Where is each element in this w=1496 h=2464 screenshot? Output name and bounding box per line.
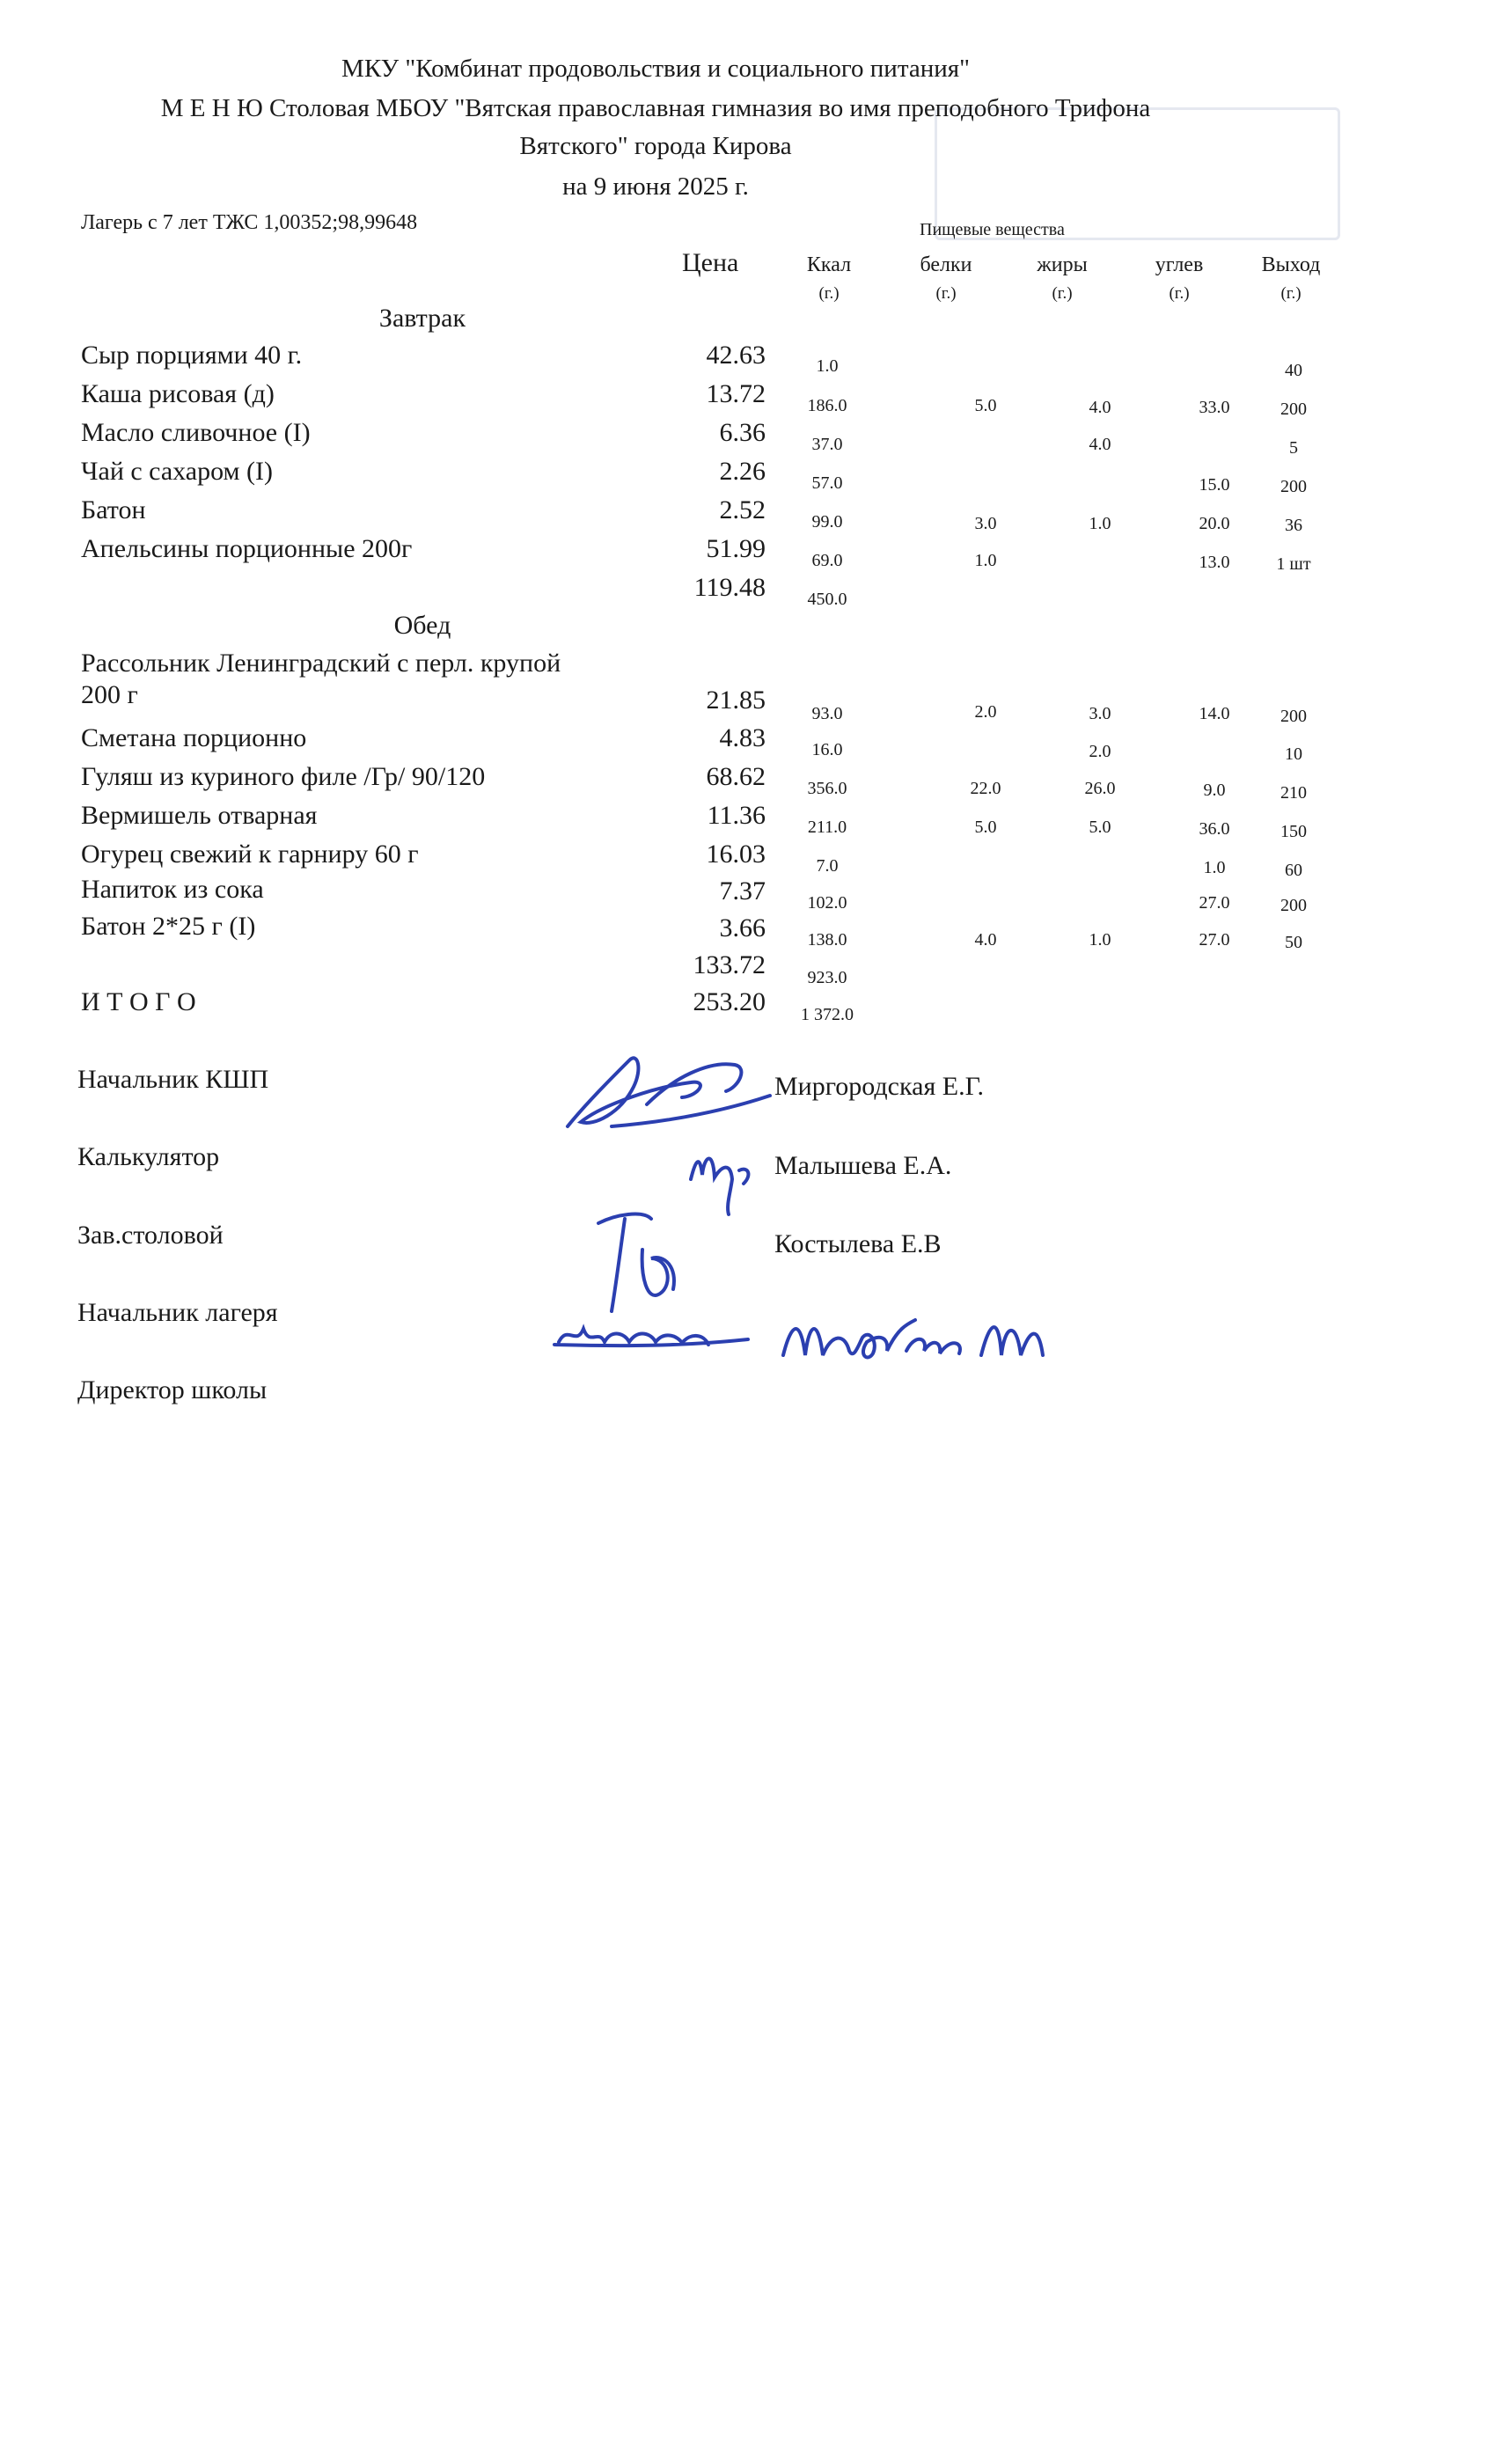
breakfast-total-kcal: 450.0: [807, 590, 847, 609]
item-fat: 1.0: [1089, 930, 1111, 950]
col-yield: Выход: [1261, 253, 1321, 276]
item-name: Вермишель отварная: [81, 801, 318, 830]
item-name: Каша рисовая (д): [81, 379, 275, 408]
item-protein: 3.0: [974, 514, 997, 533]
signature-name-calculator: Малышева Е.А.: [774, 1151, 952, 1180]
signature-role-camp-head: Начальник лагеря: [77, 1298, 278, 1327]
signature-role-school-director: Директор школы: [77, 1375, 268, 1404]
item-name: Сметана порционно: [81, 723, 307, 752]
item-yield: 60: [1285, 861, 1302, 880]
item-name: Батон 2*25 г (I): [81, 912, 256, 941]
signature-scribble-kshp: [559, 1043, 788, 1140]
signature-role-head-kshp: Начальник КШП: [77, 1065, 269, 1094]
item-kcal: 16.0: [811, 740, 843, 759]
item-carbs: 33.0: [1199, 398, 1230, 417]
item-fat: 4.0: [1089, 435, 1111, 454]
item-name: Сыр порциями 40 г.: [81, 341, 303, 370]
menu-title-line1: М Е Н Ю Столовая МБОУ "Вятская православная гимназия во имя преподобного Трифона: [160, 94, 1151, 122]
breakfast-total-price: 119.48: [693, 573, 766, 602]
item-kcal: 7.0: [816, 856, 839, 876]
item-carbs: 14.0: [1199, 704, 1230, 723]
item-fat: 3.0: [1089, 704, 1111, 723]
grand-total-price: 253.20: [693, 987, 766, 1016]
item-protein: 22.0: [970, 779, 1001, 798]
item-kcal: 138.0: [807, 930, 847, 950]
lunch-title: Обед: [393, 611, 451, 640]
item-price: 4.83: [719, 723, 766, 752]
item-carbs: 1.0: [1203, 858, 1226, 877]
item-name-line2: 200 г: [81, 680, 138, 709]
organization-title: МКУ "Комбинат продовольствия и социального питания": [341, 55, 970, 83]
col-carbs: углев: [1155, 253, 1204, 276]
item-yield: 200: [1280, 400, 1307, 419]
item-yield: 36: [1285, 516, 1302, 535]
item-yield: 210: [1280, 783, 1307, 803]
item-name: Огурец свежий к гарниру 60 г: [81, 840, 419, 869]
grand-total-kcal: 1 372.0: [801, 1005, 854, 1024]
item-price: 16.03: [706, 840, 766, 869]
item-kcal: 93.0: [811, 704, 843, 723]
item-kcal: 69.0: [811, 551, 843, 570]
item-fat: 1.0: [1089, 514, 1111, 533]
item-carbs: 36.0: [1199, 819, 1230, 839]
item-price: 21.85: [706, 686, 766, 715]
item-price: 13.72: [706, 379, 766, 408]
item-protein: 1.0: [974, 551, 997, 570]
item-protein: 2.0: [974, 702, 997, 722]
item-price: 2.52: [719, 495, 766, 524]
item-carbs: 27.0: [1199, 930, 1230, 950]
item-yield: 200: [1280, 477, 1307, 496]
item-name: Батон: [81, 495, 146, 524]
item-fat: 2.0: [1089, 742, 1111, 761]
signature-role-calculator: Калькулятор: [77, 1142, 220, 1171]
item-yield: 50: [1285, 933, 1302, 952]
item-price: 51.99: [706, 534, 766, 563]
item-fat: 4.0: [1089, 398, 1111, 417]
item-kcal: 356.0: [807, 779, 847, 798]
item-price: 68.62: [706, 762, 766, 791]
item-name: Чай с сахаром (I): [81, 457, 273, 486]
col-protein: белки: [920, 253, 972, 276]
signature-name-canteen-head: Костылева Е.В: [774, 1229, 942, 1258]
breakfast-title: Завтрак: [378, 304, 466, 333]
item-name: Масло сливочное (I): [81, 418, 311, 447]
item-kcal: 211.0: [807, 818, 847, 837]
lunch-total-kcal: 923.0: [807, 968, 847, 987]
col-fat-unit: (г.): [1052, 284, 1073, 303]
item-kcal: 102.0: [807, 893, 847, 913]
signature-role-canteen-head: Зав.столовой: [77, 1221, 224, 1250]
item-carbs: 13.0: [1199, 553, 1230, 572]
item-yield: 40: [1285, 361, 1302, 380]
item-yield: 10: [1285, 744, 1302, 764]
item-kcal: 99.0: [811, 512, 843, 532]
col-protein-unit: (г.): [935, 284, 957, 303]
menu-date: на 9 июня 2025 г.: [562, 172, 749, 201]
signature-name-head-kshp: Миргородская Е.Г.: [774, 1072, 985, 1101]
item-price: 2.26: [719, 457, 766, 486]
signature-handwritten-malova: [774, 1294, 1091, 1373]
item-carbs: 27.0: [1199, 893, 1230, 913]
item-kcal: 1.0: [816, 356, 839, 376]
item-kcal: 186.0: [807, 396, 847, 415]
item-yield: 150: [1280, 822, 1307, 841]
col-yield-unit: (г.): [1280, 284, 1302, 303]
item-carbs: 20.0: [1199, 514, 1230, 533]
signature-scribble-camp-head: [550, 1294, 752, 1364]
item-protein: 5.0: [974, 818, 997, 837]
lunch-total-price: 133.72: [693, 950, 766, 979]
item-yield: 5: [1289, 438, 1298, 458]
menu-title-line2: Вятского" города Кирова: [519, 132, 792, 160]
item-name: Напиток из сока: [81, 875, 264, 904]
col-fat: жиры: [1037, 253, 1088, 276]
col-carbs-unit: (г.): [1169, 284, 1190, 303]
item-carbs: 9.0: [1203, 781, 1226, 800]
item-fat: 26.0: [1084, 779, 1116, 798]
item-price: 6.36: [719, 418, 766, 447]
item-yield: 1 шт: [1276, 554, 1311, 574]
item-protein: 5.0: [974, 396, 997, 415]
item-protein: 4.0: [974, 930, 997, 950]
item-price: 3.66: [719, 913, 766, 942]
grand-total-label: И Т О Г О: [81, 987, 196, 1016]
col-kcal-unit: (г.): [818, 284, 840, 303]
item-name: Гуляш из куриного филе /Гр/ 90/120: [81, 762, 486, 791]
item-price: 7.37: [719, 876, 766, 906]
col-kcal: Ккал: [806, 253, 852, 276]
item-name: Апельсины порционные 200г: [81, 534, 413, 563]
col-price: Цена: [682, 248, 739, 277]
item-yield: 200: [1280, 707, 1307, 726]
item-carbs: 15.0: [1199, 475, 1230, 495]
item-kcal: 37.0: [811, 435, 843, 454]
item-fat: 5.0: [1089, 818, 1111, 837]
item-kcal: 57.0: [811, 473, 843, 493]
camp-info: Лагерь с 7 лет ТЖС 1,00352;98,99648: [81, 211, 418, 234]
nutrients-label: Пищевые вещества: [920, 220, 1065, 239]
item-price: 42.63: [706, 341, 766, 370]
item-yield: 200: [1280, 896, 1307, 915]
item-name: Рассольник Ленинградский с перл. крупой: [81, 649, 561, 678]
item-price: 11.36: [707, 801, 766, 830]
